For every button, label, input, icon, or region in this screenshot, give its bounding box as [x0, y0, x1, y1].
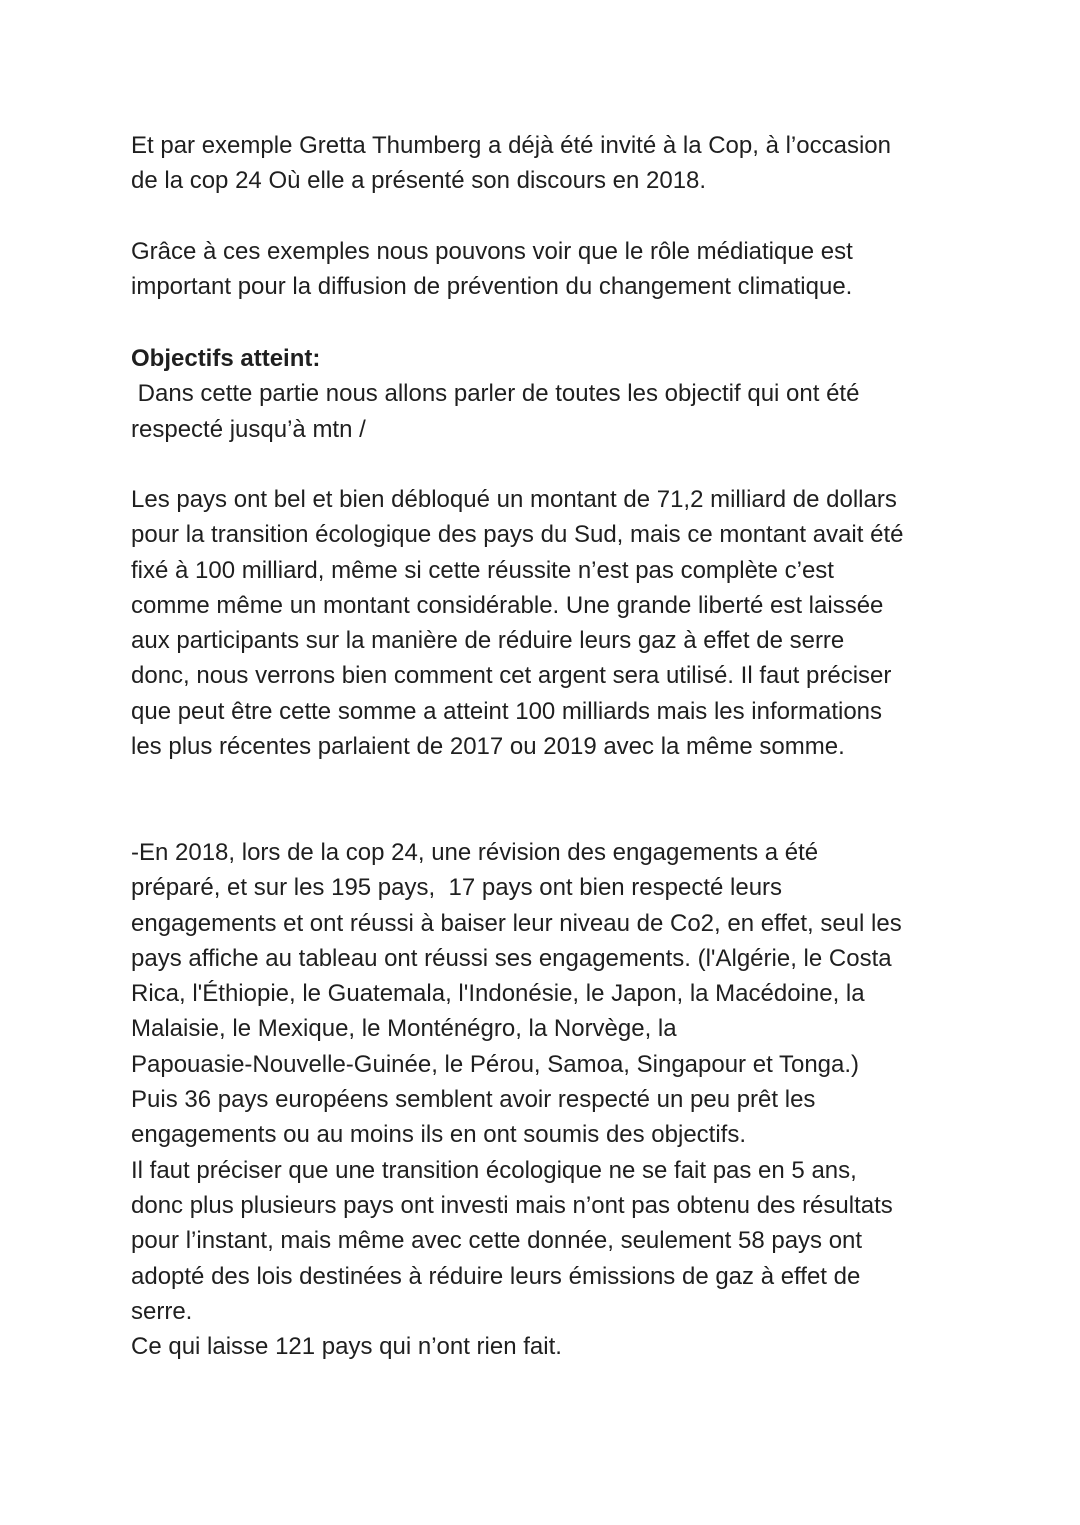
text-line: pour la transition écologique des pays du Sud, mais ce montant avait été	[131, 521, 904, 549]
text-line: Ce qui laisse 121 pays qui n’ont rien fait.	[131, 1333, 562, 1361]
text-line: préparé, et sur les 195 pays, 17 pays ont bien respecté leurs	[131, 874, 783, 902]
text-line: Et par exemple Gretta Thumberg a déjà été invité à la Cop, à l’occasion	[131, 132, 891, 159]
paragraph-montant	[131, 482, 961, 764]
text-line: important pour la diffusion de prévention du changement climatique.	[131, 273, 853, 301]
text-line: aux participants sur la manière de réduire leurs gaz à effet de serre	[131, 627, 845, 655]
text-line: Papouasie-Nouvelle-Guinée, le Pérou, Samoa, Singapour et Tonga.)	[131, 1050, 860, 1078]
text-line: pays affiche au tableau ont réussi ses engagements. (l'Algérie, le Costa	[131, 944, 892, 972]
text-line: que peut être cette somme a atteint 100 milliards mais les informations	[131, 697, 883, 725]
text-line: serre.	[131, 1297, 193, 1325]
text-line: de la cop 24 Où elle a présenté son discours en 2018.	[131, 167, 707, 195]
text-line: adopté des lois destinées à réduire leurs émissions de gaz à effet de	[131, 1262, 861, 1290]
text-line: Grâce à ces exemples nous pouvons voir que le rôle médiatique est	[131, 238, 853, 265]
paragraph-gretta	[131, 128, 961, 199]
text-line: respecté jusqu’à mtn /	[131, 415, 366, 443]
text-line: -En 2018, lors de la cop 24, une révision des engagements a été	[131, 839, 819, 866]
text-line: pour l’instant, mais même avec cette donnée, seulement 58 pays ont	[131, 1227, 863, 1255]
paragraph-exemples	[131, 234, 961, 305]
text-line: engagements et ont réussi à baiser leur niveau de Co2, en effet, seul les	[131, 909, 902, 937]
text-line: donc, nous verrons bien comment cet argent sera utilisé. Il faut préciser	[131, 662, 892, 690]
section-heading: Objectifs atteint:	[131, 345, 321, 372]
paragraph-cop24	[131, 835, 961, 1364]
text-line: Il faut préciser que une transition écologique ne se fait pas en 5 ans,	[131, 1156, 857, 1184]
text-line: Dans cette partie nous allons parler de toutes les objectif qui ont été	[131, 380, 860, 408]
text-line: donc plus plusieurs pays ont investi mais n’ont pas obtenu des résultats	[131, 1191, 893, 1219]
text-line: Malaisie, le Mexique, le Monténégro, la Norvège, la	[131, 1015, 677, 1043]
text-line: Puis 36 pays européens semblent avoir respecté un peu prêt les	[131, 1086, 816, 1114]
text-line: engagements ou au moins ils en ont soumis des objectifs.	[131, 1121, 747, 1149]
text-line: fixé à 100 milliard, même si cette réussite n’est pas complète c’est	[131, 556, 834, 584]
text-line: comme même un montant considérable. Une grande liberté est laissée	[131, 591, 884, 619]
text-line: les plus récentes parlaient de 2017 ou 2019 avec la même somme.	[131, 733, 845, 761]
paragraph-objectifs	[131, 341, 961, 447]
text-line: Les pays ont bel et bien débloqué un montant de 71,2 milliard de dollars	[131, 486, 897, 513]
text-line: Rica, l'Éthiopie, le Guatemala, l'Indonésie, le Japon, la Macédoine, la	[131, 980, 865, 1008]
